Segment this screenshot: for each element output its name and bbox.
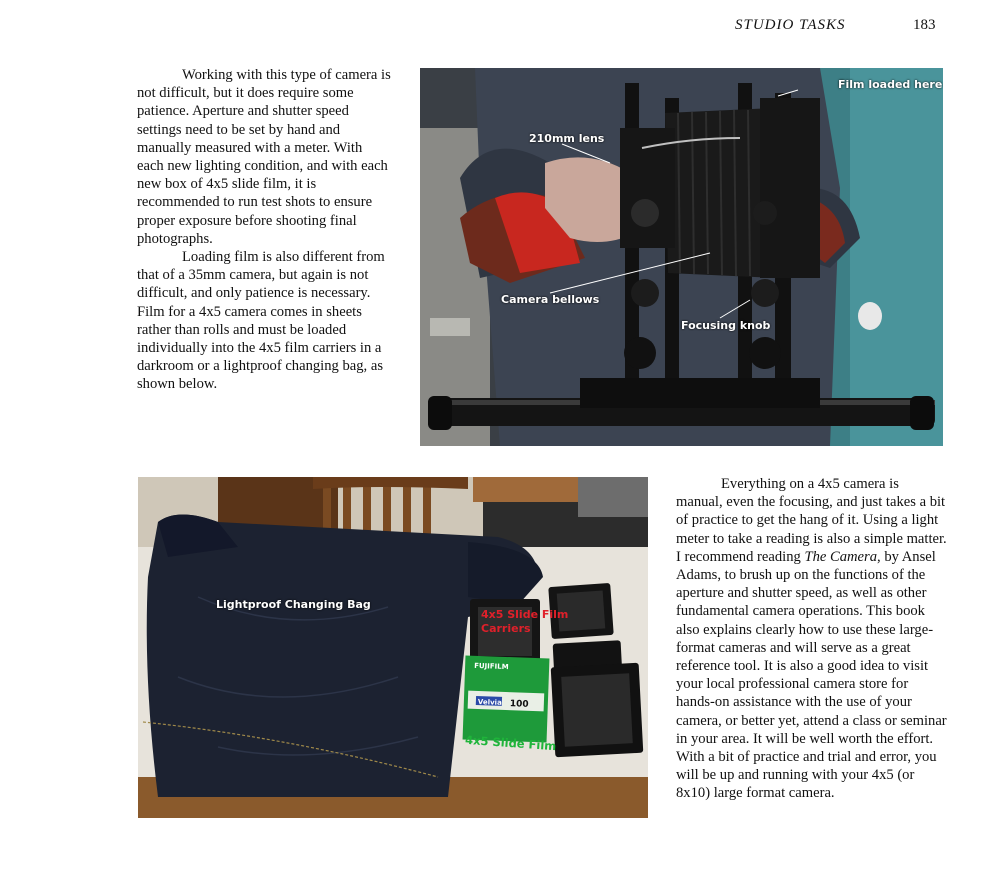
caption-lens: 210mm lens [529,132,605,145]
film-box-iso: 100 [509,699,529,710]
section-title: STUDIO TASKS [735,17,846,33]
caption-film-loaded: Film loaded here [838,78,943,91]
caption-bellows: Camera bellows [501,293,600,306]
paragraph [676,475,948,803]
film-box-name: Velvia [477,698,502,707]
caption-focusing-knob: Focusing knob [681,319,771,332]
paragraph-text: , by Ansel Adams, to brush up on the functions of the aperture and shutter speed, as well as other fundamental camera operations. This book also explains clearly how to use these large-format cameras and will serve as a great reference tool. It is also a good idea to visit your local professional camera store for hands-on assistance with the use of your camera, or better yet, attend a class or seminar in your area. It will be well worth the effort. With a bit of practice and trial and error, you will be up and running with your 4x5 (or 8x10) large format camera. [676,548,947,802]
caption-changing-bag: Lightproof Changing Bag [216,598,371,611]
caption-film-carriers-line1: 4x5 Slide Film [481,608,569,621]
caption-film-carriers-line2: Carriers [481,622,531,635]
camera-photo-illustration [420,68,943,446]
paragraph: Working with this type of camera is not difficult, but it does require some patience. Aperture and shutter speed settings need to be set by hand and manually measured with a meter. With each new lighting condition, and with each new box of 4x5 slide film, it is recommended to run test shots to ensure proper exposure before shooting final photographs. [137,67,391,247]
paragraph-text: Everything on a 4x5 camera is manual, even the focusing, and just takes a bit of practice to get the hang of it. Using a light meter to take a reading is also a simple matter. I recommend reading [676,476,947,565]
changing-bag-photo-illustration [138,477,648,818]
page-number: 183 [913,17,936,33]
body-text-lower [676,475,948,803]
paragraph: Loading film is also different from that of a 35mm camera, but again is not difficult, and only patience is necessary. Film for a 4x5 camera comes in sheets rather than rolls and must be loaded individually into the 4x5 film carriers in a darkroom or a lightproof changing bag, as shown below. [137,249,385,393]
caption-film-carriers [481,608,568,636]
caption-slide-film: 4x5 Slide Film [464,732,557,754]
film-box-brand: FUJIFILM [473,661,509,672]
book-title: The Camera [804,548,878,565]
camera-photo [420,68,943,446]
body-text-upper [137,66,391,394]
changing-bag-photo [138,477,648,818]
